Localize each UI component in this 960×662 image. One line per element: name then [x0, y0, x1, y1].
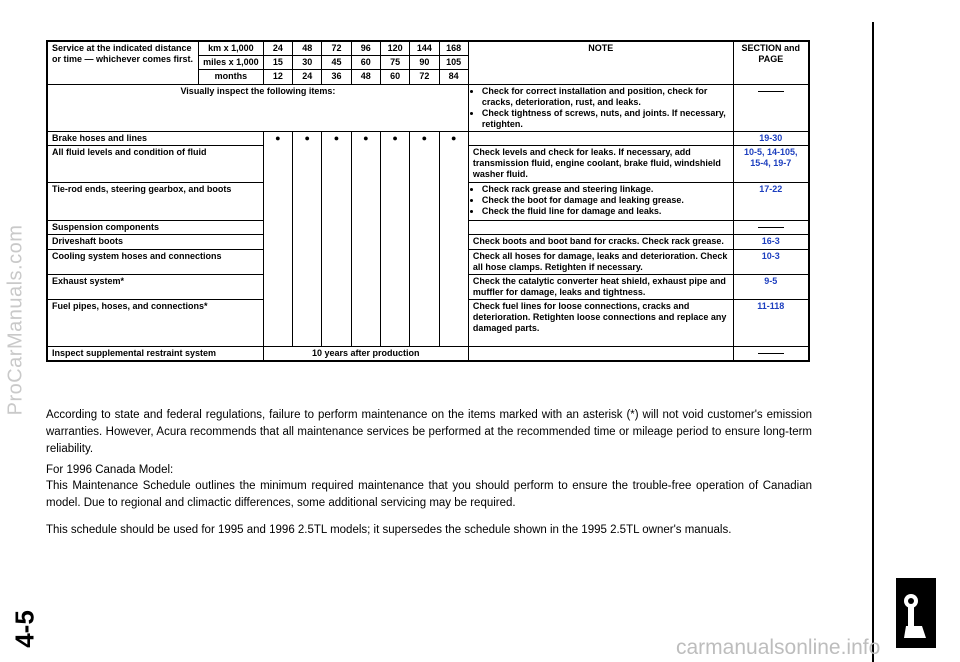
- note-bullet: • Check the boot for damage and leaking grease.: [482, 195, 729, 206]
- months-value: 36: [322, 70, 351, 84]
- km-value: 24: [263, 41, 292, 56]
- months-value: 24: [293, 70, 322, 84]
- note-bullet: • Check tightness of screws, nuts, and joints. If necessary, retighten.: [482, 108, 729, 130]
- section-page-header: SECTION and PAGE: [733, 41, 809, 84]
- miles-value: 45: [322, 56, 351, 70]
- service-item: Brake hoses and lines: [47, 132, 263, 146]
- service-dot: ●: [293, 132, 322, 347]
- section-page-none: [733, 84, 809, 132]
- miles-value: 30: [293, 56, 322, 70]
- supersede-paragraph: This schedule should be used for 1995 and 1996 2.5TL models; it supersedes the schedule shown in the 1995 2.5TL owner's manuals.: [46, 524, 732, 536]
- service-interval-header: Service at the indicated distance or time — whichever comes first.: [47, 41, 199, 84]
- service-item: Cooling system hoses and connections: [47, 249, 263, 274]
- km-value: 144: [410, 41, 439, 56]
- service-dot: ●: [439, 132, 468, 347]
- service-dot: ●: [263, 132, 292, 347]
- section-page-none: [733, 346, 809, 361]
- service-item: Exhaust system*: [47, 274, 263, 299]
- miles-value: 90: [410, 56, 439, 70]
- note-cell: Check boots and boot band for cracks. Check rack grease.: [468, 235, 733, 249]
- maintenance-tab-icon: [896, 578, 936, 648]
- note-cell: Check levels and check for leaks. If necessary, add transmission fluid, engine coolant, brake fluid, windshield washer fluid.: [468, 146, 733, 182]
- months-value: 84: [439, 70, 468, 84]
- emission-warranty-paragraph: According to state and federal regulations, failure to perform maintenance on the items marked with an asterisk (*) will not void customer's emission warranties. However, Acura recommends that all maintenance services be performed at the recommended time or mileage period to ensure long-term reliability.: [46, 409, 812, 455]
- service-item: Fuel pipes, hoses, and connections*: [47, 300, 263, 347]
- section-page: 17-22: [733, 182, 809, 220]
- section-page: 10-5, 14-105, 15-4, 19-7: [733, 146, 809, 182]
- note-cell: [468, 182, 733, 220]
- canada-model-heading: For 1996 Canada Model:: [46, 464, 174, 476]
- footer-watermark: carmanualsonline.info: [676, 636, 881, 659]
- note-cell: [468, 346, 733, 361]
- note-cell: Check the catalytic converter heat shield, exhaust pipe and muffler for damage, leaks and tightness.: [468, 274, 733, 299]
- months-value: 60: [380, 70, 409, 84]
- months-value: 72: [410, 70, 439, 84]
- note-cell: Check all hoses for damage, leaks and deterioration. Check all hose clamps. Retighten if necessary.: [468, 249, 733, 274]
- visual-inspect-label: Visually inspect the following items:: [47, 84, 468, 132]
- note-cell: [468, 221, 733, 235]
- service-item: All fluid levels and condition of fluid: [47, 146, 263, 182]
- service-item: Tie-rod ends, steering gearbox, and boots: [47, 182, 263, 220]
- months-label: months: [199, 70, 264, 84]
- service-dot: ●: [380, 132, 409, 347]
- page-number: 4-5: [9, 610, 40, 648]
- note-bullet: • Check the fluid line for damage and leaks.: [482, 206, 729, 217]
- km-label: km x 1,000: [199, 41, 264, 56]
- miles-value: 75: [380, 56, 409, 70]
- side-watermark: ProCarManuals.com: [4, 224, 27, 416]
- note-cell: Check fuel lines for loose connections, cracks and deterioration. Retighten loose connections and replace any damaged parts.: [468, 300, 733, 347]
- miles-value: 15: [263, 56, 292, 70]
- section-page: 10-3: [733, 249, 809, 274]
- km-value: 96: [351, 41, 380, 56]
- note-bullet: • Check rack grease and steering linkage.: [482, 184, 729, 195]
- miles-label: miles x 1,000: [199, 56, 264, 70]
- km-value: 48: [293, 41, 322, 56]
- section-page-none: [733, 221, 809, 235]
- km-value: 168: [439, 41, 468, 56]
- srs-interval: 10 years after production: [263, 346, 468, 361]
- miles-value: 105: [439, 56, 468, 70]
- service-item: Driveshaft boots: [47, 235, 263, 249]
- note-cell: [468, 132, 733, 146]
- miles-value: 60: [351, 56, 380, 70]
- visual-inspect-notes: [468, 84, 733, 132]
- km-value: 120: [380, 41, 409, 56]
- service-dot: ●: [410, 132, 439, 347]
- maintenance-schedule-table: [46, 40, 810, 362]
- section-page: 19-30: [733, 132, 809, 146]
- binder-line: [872, 22, 874, 662]
- note-header: NOTE: [468, 41, 733, 84]
- section-page: 16-3: [733, 235, 809, 249]
- section-page: 9-5: [733, 274, 809, 299]
- service-item: Inspect supplemental restraint system: [47, 346, 263, 361]
- canada-model-paragraph: This Maintenance Schedule outlines the minimum required maintenance that you should perform to ensure the trouble-free operation of Canadian model. Due to regional and climactic differences, some additional servicing may be required.: [46, 480, 812, 509]
- service-item: Suspension components: [47, 221, 263, 235]
- months-value: 48: [351, 70, 380, 84]
- section-page: 11-118: [733, 300, 809, 347]
- service-dot: ●: [351, 132, 380, 347]
- km-value: 72: [322, 41, 351, 56]
- service-dot: ●: [322, 132, 351, 347]
- months-value: 12: [263, 70, 292, 84]
- note-bullet: • Check for correct installation and position, check for cracks, deterioration, rust, and leaks.: [482, 86, 729, 108]
